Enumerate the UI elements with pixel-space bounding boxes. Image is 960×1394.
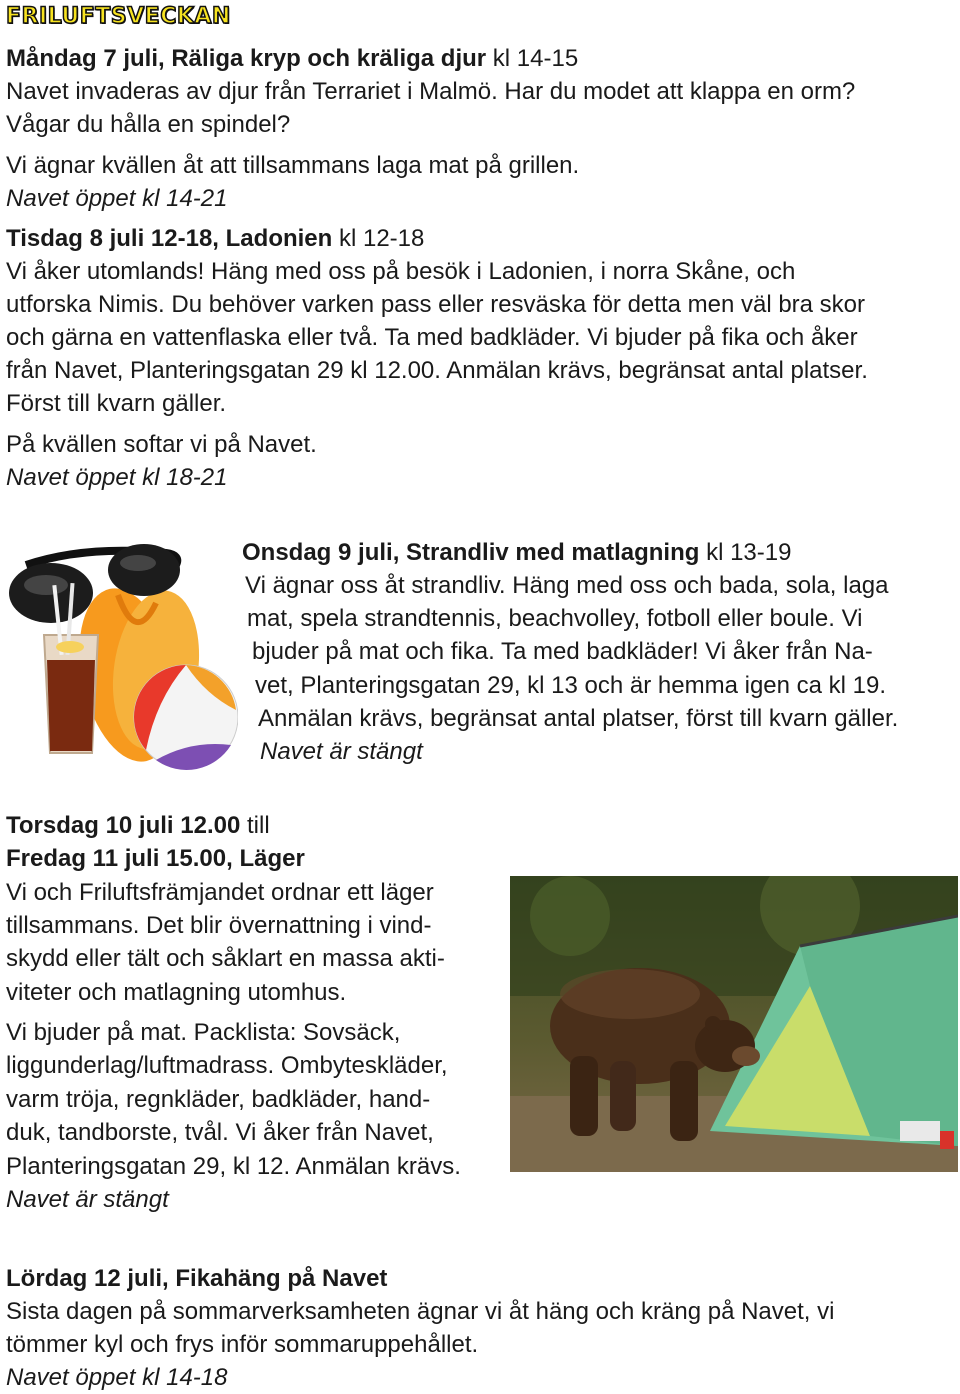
wednesday-opening-hours: Navet är stängt: [260, 738, 423, 765]
tuesday-opening-hours: Navet öppet kl 18-21: [6, 464, 228, 491]
tuesday-line: och gärna en vattenflaska eller två. Ta med badkläder. Vi bjuder på fika och åker: [6, 324, 858, 351]
monday-heading: [6, 42, 578, 75]
wednesday-line: bjuder på mat och fika. Ta med badkläder! Vi åker från Na-: [252, 638, 873, 665]
tuesday-line: från Navet, Planteringsgatan 29 kl 12.00. Anmälan krävs, begränsat antal platser.: [6, 357, 868, 384]
camp-opening-hours: Navet är stängt: [6, 1186, 169, 1213]
thursday-till: till: [240, 812, 270, 839]
monday-opening-hours: Navet öppet kl 14-21: [6, 185, 228, 212]
camp-line: Vi bjuder på mat. Packlista: Sovsäck,: [6, 1019, 401, 1046]
monday-line: Navet invaderas av djur från Terrariet i Malmö. Har du modet att klappa en orm?: [6, 78, 856, 105]
monday-title: Måndag 7 juli, Räliga kryp och kräliga djur: [6, 45, 487, 72]
monday-line: Vågar du hålla en spindel?: [6, 111, 291, 138]
tuesday-line: utforska Nimis. Du behöver varken pass eller resväska för detta men väl bra skor: [6, 291, 866, 318]
wednesday-time: kl 13-19: [699, 539, 792, 566]
tuesday-line: På kvällen softar vi på Navet.: [6, 431, 317, 458]
camp-line: skydd eller tält och såklart en massa akti-: [6, 945, 445, 972]
camp-line: Planteringsgatan 29, kl 12. Anmälan krävs.: [6, 1153, 461, 1180]
tuesday-line: Först till kvarn gäller.: [6, 390, 227, 417]
camp-line: liggunderlag/luftmadrass. Ombyteskläder,: [6, 1052, 448, 1079]
wednesday-line: vet, Planteringsgatan 29, kl 13 och är hemma igen ca kl 19.: [255, 672, 887, 699]
monday-line: Vi ägnar kvällen åt att tillsammans laga mat på grillen.: [6, 152, 580, 179]
saturday-opening-hours: Navet öppet kl 14-18: [6, 1364, 228, 1391]
wednesday-title: Onsdag 9 juli, Strandliv med matlagning: [242, 539, 700, 566]
tuesday-time: kl 12-18: [332, 225, 425, 252]
thursday-title: Torsdag 10 juli 12.00: [6, 812, 241, 839]
wednesday-line: mat, spela strandtennis, beachvolley, fotboll eller boule. Vi: [247, 605, 863, 632]
bear-tent-photo: [510, 876, 958, 1172]
tuesday-line: Vi åker utomlands! Häng med oss på besök i Ladonien, i norra Skåne, och: [6, 258, 796, 285]
camp-line: Vi och Friluftsfrämjandet ordnar ett läger: [6, 879, 434, 906]
tuesday-heading: [6, 222, 424, 255]
camp-line: tillsammans. Det blir övernattning i vind-: [6, 912, 432, 939]
banner-title: FRILUFTSVECKAN: [6, 4, 231, 29]
monday-time: kl 14-15: [486, 45, 579, 72]
saturday-heading: Lördag 12 juli, Fikahäng på Navet: [6, 1265, 388, 1292]
camp-line: varm tröja, regnkläder, badkläder, hand-: [6, 1086, 431, 1113]
camp-line: duk, tandborste, tvål. Vi åker från Navet,: [6, 1119, 434, 1146]
friday-heading: Fredag 11 juli 15.00, Läger: [6, 845, 305, 872]
beach-items-image: [6, 525, 238, 770]
thursday-heading: [6, 809, 270, 842]
saturday-line: Sista dagen på sommarverksamheten ägnar vi åt häng och kräng på Navet, vi: [6, 1298, 835, 1325]
wednesday-line: Anmälan krävs, begränsat antal platser, först till kvarn gäller.: [258, 705, 899, 732]
wednesday-line: Vi ägnar oss åt strandliv. Häng med oss och bada, sola, laga: [245, 572, 889, 599]
camp-line: viteter och matlagning utomhus.: [6, 979, 347, 1006]
wednesday-heading: [242, 536, 791, 569]
tuesday-title: Tisdag 8 juli 12-18, Ladonien: [6, 225, 333, 252]
saturday-line: tömmer kyl och frys inför sommaruppehållet.: [6, 1331, 479, 1358]
